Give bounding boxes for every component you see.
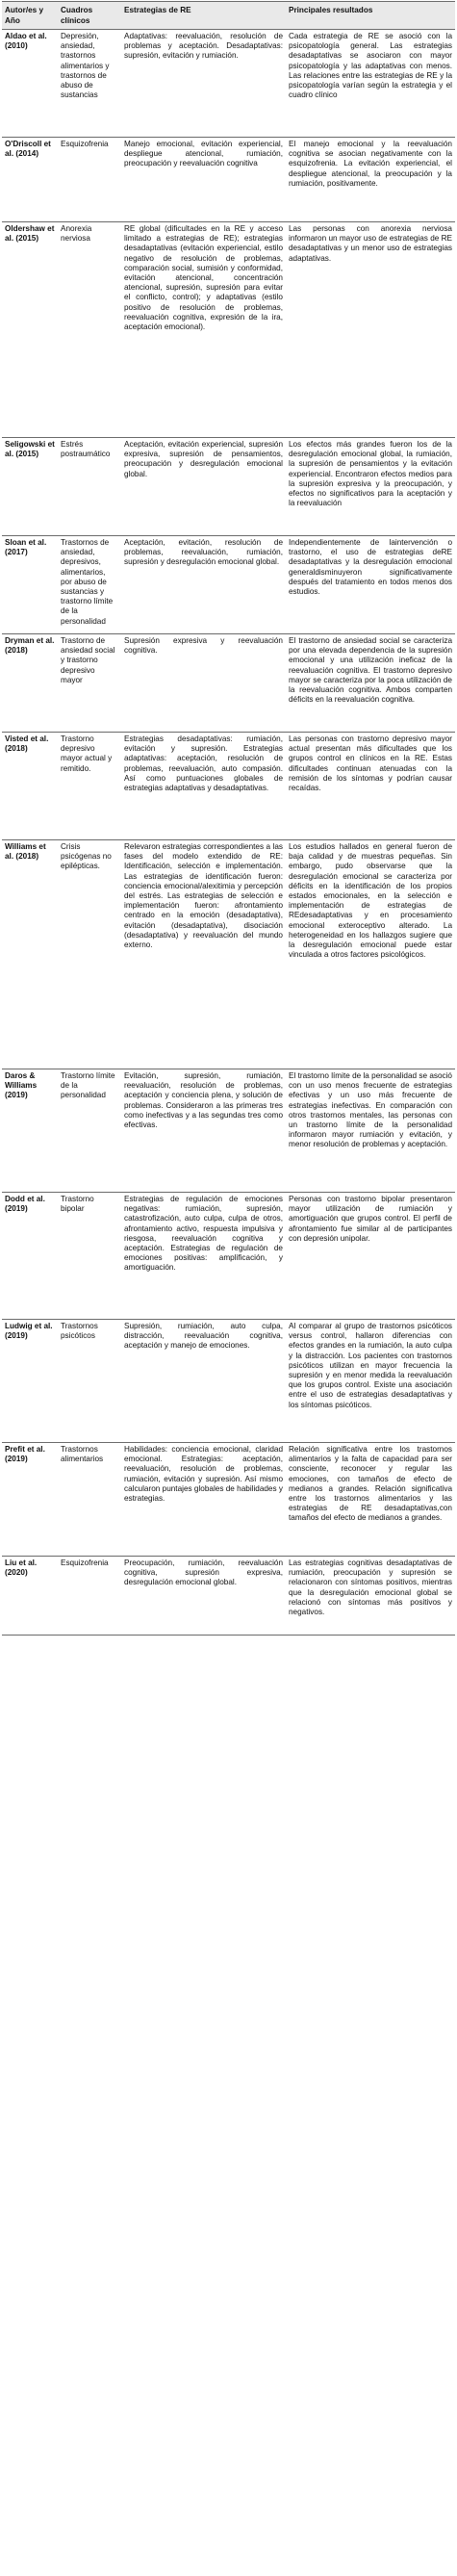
row-author: Williams et al. (2018) [2, 840, 58, 1069]
header-results: Principales resultados [286, 2, 455, 30]
table-row [2, 1443, 455, 1557]
row-strategies: Estrategias de regulación de emociones negativas: rumiación, supresión, catastrofización, auto culpa, culpa de otros, afrontamiento activo, respuesta impulsiva y riesgosa, reevaluación cognitiva y aceptación. Estrategias de regulación de emociones positivas: amplificación, y amortiguación. [121, 1193, 286, 1320]
row-author: Ludwig et al. (2019) [2, 1320, 58, 1443]
row-strategies: Aceptación, evitación, resolución de problemas, reevaluación, rumiación, supresión y desregulación emocional global. [121, 536, 286, 634]
row-condition: Trastorno depresivo mayor actual y remitido. [58, 733, 121, 840]
row-results: Las personas con anorexia nerviosa informaron un mayor uso de estrategias de RE desadaptativas y un menor uso de estrategias adaptativas. [286, 222, 455, 438]
row-author: Dodd et al. (2019) [2, 1193, 58, 1320]
row-author: O'Driscoll et al. (2014) [2, 138, 58, 222]
table-row [2, 138, 455, 222]
row-author: Prefit et al. (2019) [2, 1443, 58, 1557]
table-row [2, 1320, 455, 1443]
table-row [2, 30, 455, 138]
table-row [2, 1069, 455, 1193]
row-author: Dryman et al. (2018) [2, 634, 58, 733]
row-condition: Depresión, ansiedad, trastornos alimentarios y trastornos de abuso de sustancias [58, 30, 121, 138]
row-author: Oldershaw et al. (2015) [2, 222, 58, 438]
row-author: Seligowski et al. (2015) [2, 438, 58, 536]
header-condition: Cuadros clínicos [58, 2, 121, 30]
header-strategies: Estrategias de RE [121, 2, 286, 30]
row-author: Aldao et al. (2010) [2, 30, 58, 138]
row-strategies: RE global (dificultades en la RE y acceso limitado a estrategias de RE); estrategias desadaptativas (evitación experiencial, estilo negativo de resolución de problemas, comparación social, sumisión y conformidad, evitación atencional, concentración atencional, supresión, supresión para evitar el conflicto, control); y adaptativas (estilo positivo de resolución de problemas, reevaluación cognitiva, expresión de la ira, aceptación emocional). [121, 222, 286, 438]
row-strategies: Adaptativas: reevaluación, resolución de problemas y aceptación. Desadaptativas: supresión, evitación y rumiación. [121, 30, 286, 138]
row-author: Sloan et al. (2017) [2, 536, 58, 634]
row-strategies: Manejo emocional, evitación experiencial, despliegue atencional, rumiación, preocupación y reevaluación cognitiva [121, 138, 286, 222]
row-condition: Esquizofrenia [58, 138, 121, 222]
table-row [2, 536, 455, 634]
row-results: Personas con trastorno bipolar presentaron mayor utilización de rumiación y amortiguación que grupos control. El perfil de afrontamiento fue similar al de participantes con depresión unipolar. [286, 1193, 455, 1320]
row-author: Daros & Williams (2019) [2, 1069, 58, 1193]
row-results: Cada estrategia de RE se asoció con la psicopatología general. Las estrategias desadaptativas se asociaron con mayor psicopatología y las adaptativas con menos. Las relaciones entre las estrategias de RE y la psicopatología varían según la estrategia y el cuadro clínico [286, 30, 455, 138]
table-row [2, 733, 455, 840]
row-strategies: Supresión expresiva y reevaluación cognitiva. [121, 634, 286, 733]
row-condition: Crisis psicógenas no epilépticas. [58, 840, 121, 1069]
table-row [2, 1557, 455, 1636]
row-strategies: Supresión, rumiación, auto culpa, distracción, reevaluación cognitiva, aceptación y manejo de emociones. [121, 1320, 286, 1443]
row-results: Relación significativa entre los trastornos alimentarios y la falta de capacidad para ser consciente, reconocer y regular las emociones, con tamaños de efecto de medianos a grandes. Relación significativa entre los trastornos alimentarios y las estrategias de RE desadaptativas,con tamaños del efecto de medianos a grandes. [286, 1443, 455, 1557]
row-strategies: Relevaron estrategias correspondientes a las fases del modelo extendido de RE: Identificación, selección e implementación. Las estrategias de identificación fueron: conciencia emocional/alexitimia y percepción del estrés. Las estrategias de selección e implementación fueron: afrontamiento centrado en la emoción (desadaptativa), evitación (desadaptativa), disociación (desadaptativa) y reevaluación del mundo externo. [121, 840, 286, 1069]
row-author: Liu et al. (2020) [2, 1557, 58, 1636]
row-strategies: Estrategias desadaptativas: rumiación, evitación y supresión. Estrategias adaptativas: aceptación, resolución de problemas, reevaluación, auto compasión. Así como puntuaciones globales de estrategias adaptativas y desadaptativas. [121, 733, 286, 840]
table-row [2, 634, 455, 733]
row-condition: Anorexia nerviosa [58, 222, 121, 438]
row-condition: Trastorno bipolar [58, 1193, 121, 1320]
results-table [2, 1, 455, 1636]
row-condition: Trastornos psicóticos [58, 1320, 121, 1443]
row-results: El trastorno de ansiedad social se caracteriza por una elevada dependencia de la supresión emocional y una utilización ineficaz de la reevaluación cognitiva. El trastorno depresivo mayor se caracteriza por la poca utilización de la reevaluación cognitiva. Ambos comparten déficits en la reevaluación cognitiva. [286, 634, 455, 733]
row-results: Al comparar al grupo de trastornos psicóticos versus control, hallaron diferencias con efectos grandes en la rumiación, la auto culpa y la distracción. Los pacientes con trastornos psicóticos utilizan en mayor frecuencia la supresión y en menor medida la reevaluación que los grupos control. Existe una asociación entre el uso de estrategias desadaptativas y los síntomas psicóticos. [286, 1320, 455, 1443]
row-condition: Estrés postraumático [58, 438, 121, 536]
row-condition: Trastorno de ansiedad social y trastorno depresivo mayor [58, 634, 121, 733]
row-results: Las personas con trastorno depresivo mayor actual presentan más dificultades que los grupos control en clínicos en la RE. Estas dificultades continuan atenuadas con la remisión de los síntomas y podrían causar recaídas. [286, 733, 455, 840]
row-results: El manejo emocional y la reevaluación cognitiva se asocian negativamente con la esquizofrenia. La evitación experiencial, el despliegue atencional, la preocupación y la rumiación, positivamente. [286, 138, 455, 222]
table-row [2, 1193, 455, 1320]
table-row [2, 840, 455, 1069]
row-results: El trastorno límite de la personalidad se asoció con un uso menos frecuente de estrategias efectivas y un uso más frecuente de estrategias inefectivas. En comparación con otros trastornos mentales, las personas con un trastorno límite de la personalidad informaron mayor rumiación y evitación, y menor resolución de problemas y aceptación. [286, 1069, 455, 1193]
row-condition: Trastornos alimentarios [58, 1443, 121, 1557]
row-results: Independientemente de laintervención o trastorno, el uso de estrategias deRE desadaptativas y la desregulación emocional generaldisminuyeron significativamente después del tratamiento en todos menos dos estudios. [286, 536, 455, 634]
row-strategies: Evitación, supresión, rumiación, reevaluación, resolución de problemas, aceptación y conciencia plena, y solución de problemas. Consideraron a las primeras tres como inefectivas y a las segundas tres como efectivas. [121, 1069, 286, 1193]
row-condition: Trastornos de ansiedad, depresivos, alimentarios, por abuso de sustancias y trastorno límite de la personalidad [58, 536, 121, 634]
row-strategies: Habilidades: conciencia emocional, claridad emocional. Estrategias: aceptación, reevaluación, resolución de problemas, rumiación, evitación y supresión. Así mismo calcularon puntajes globales de habilidades y estrategias. [121, 1443, 286, 1557]
row-results: Las estrategias cognitivas desadaptativas de rumiación, preocupación y supresión se relacionaron con síntomas positivos, mientras que la desregulación emocional global se relacionó con síntomas más positivos y negativos. [286, 1557, 455, 1636]
row-results: Los estudios hallados en general fueron de baja calidad y de muestras pequeñas. Sin embargo, pudo observarse que la desregulación emocional se caracteriza por déficits en la identificación de los propios estados emocionales, en la selección e implementación de estrategias de REdesadaptativas y en procesamiento emocional exteroceptivo alterado. La heterogeneidad en los hallazgos sugiere que la desregulación emocional puede estar vinculada a otros factores psicológicos. [286, 840, 455, 1069]
table-header-row [2, 2, 455, 30]
row-strategies: Preocupación, rumiación, reevaluación cognitiva, supresión expresiva, desregulación emocional global. [121, 1557, 286, 1636]
row-results: Los efectos más grandes fueron los de la desregulación emocional global, la rumiación, la supresión de pensamientos y la evitación experiencial. Encontraron efectos medios para la supresión expresiva y la preocupación, y efectos no significativos para la aceptación y la reevaluación [286, 438, 455, 536]
row-author: Visted et al. (2018) [2, 733, 58, 840]
row-condition: Trastorno límite de la personalidad [58, 1069, 121, 1193]
table-row [2, 222, 455, 438]
row-condition: Esquizofrenia [58, 1557, 121, 1636]
row-strategies: Aceptación, evitación experiencial, supresión expresiva, supresión de pensamientos, preocupación y desregulación emocional global. [121, 438, 286, 536]
table-row [2, 438, 455, 536]
header-author: Autor/es y Año [2, 2, 58, 30]
